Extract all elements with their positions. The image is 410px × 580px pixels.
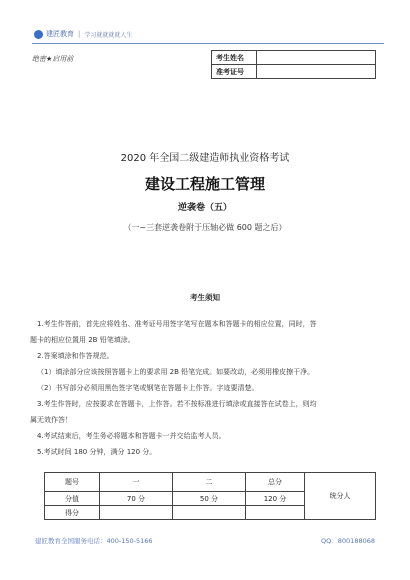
instruction-line: （2）书写部分必须用黑色签字笔或钢笔在答题卡上作答。字迹要清楚。 <box>37 384 259 392</box>
brand-logo-icon <box>34 30 43 39</box>
header-rule <box>32 43 384 44</box>
brand-logo <box>34 27 132 41</box>
paper-note: （一~三套逆袭卷附于压轴必做 600 题之后） <box>123 223 287 232</box>
footer-hotline: 建匠教育全国服务电话：400-150-5166 <box>35 537 153 545</box>
score-table <box>44 472 376 520</box>
subject-title: 建设工程施工管理 <box>144 175 265 193</box>
score-header-cell: 二 <box>173 473 246 492</box>
instruction-line: 1.考生作答前，首先应将姓名、准考证号用签字笔写在题本和答题卡的相应位置，同时，答 <box>37 320 317 328</box>
score-value-cell: 120 分 <box>246 492 305 506</box>
score-row-label: 分值 <box>45 492 100 506</box>
score-value-cell: 50 分 <box>173 492 246 506</box>
score-value-cell: 70 分 <box>100 492 173 506</box>
candidate-name-field[interactable] <box>257 51 376 65</box>
notice-instructions <box>30 316 382 460</box>
paper-title: 逆袭卷（五） <box>177 203 232 213</box>
header-separator: | <box>78 30 81 38</box>
instruction-line: 属无效作答！ <box>30 416 72 424</box>
secret-mark: 绝密★启用前 <box>32 55 74 63</box>
candidate-id-field[interactable] <box>257 65 376 79</box>
instruction-line: 2.答案填涂和作答规范。 <box>37 352 114 360</box>
got-score-cell[interactable] <box>246 506 305 520</box>
exam-title: 2020 年全国二级建造师执业资格考试 <box>120 153 290 164</box>
instruction-line: 题卡的相应位置用 2B 铅笔填涂。 <box>30 336 135 344</box>
candidate-id-label: 准考证号 <box>212 65 257 79</box>
score-header-cell: 统分人 <box>305 473 376 520</box>
instruction-line: 5.考试时间 180 分钟，满分 120 分。 <box>37 448 157 456</box>
score-header-cell: 题号 <box>45 473 100 492</box>
candidate-name-label: 考生姓名 <box>212 51 257 65</box>
score-header-cell: 总分 <box>246 473 305 492</box>
notice-title: 考生须知 <box>190 293 220 302</box>
instruction-line: 4.考试结束后，考生务必将题本和答题卡一并交给监考人员。 <box>37 432 226 440</box>
got-score-cell[interactable] <box>100 506 173 520</box>
page-footer <box>35 536 375 545</box>
got-score-cell[interactable] <box>173 506 246 520</box>
brand-slogan: 学习就就就就人生 <box>84 31 133 39</box>
got-row-label: 得分 <box>45 506 100 520</box>
score-header-cell: 一 <box>100 473 173 492</box>
instruction-line: 3.考生作答时，应按要求在答题卡，上作答。若不按标准进行填涂或直接答在试卷上，则均 <box>37 400 317 408</box>
footer-qq: QQ：800188068 <box>321 537 375 545</box>
candidate-info-table <box>211 50 376 79</box>
brand-name: 建匠教育 <box>46 30 74 38</box>
page-header <box>32 26 384 42</box>
instruction-line: （1）填涂部分应该按照答题卡上的要求用 2B 铅笔完成。如要改动，必须用橡皮擦干净。 <box>37 368 315 376</box>
